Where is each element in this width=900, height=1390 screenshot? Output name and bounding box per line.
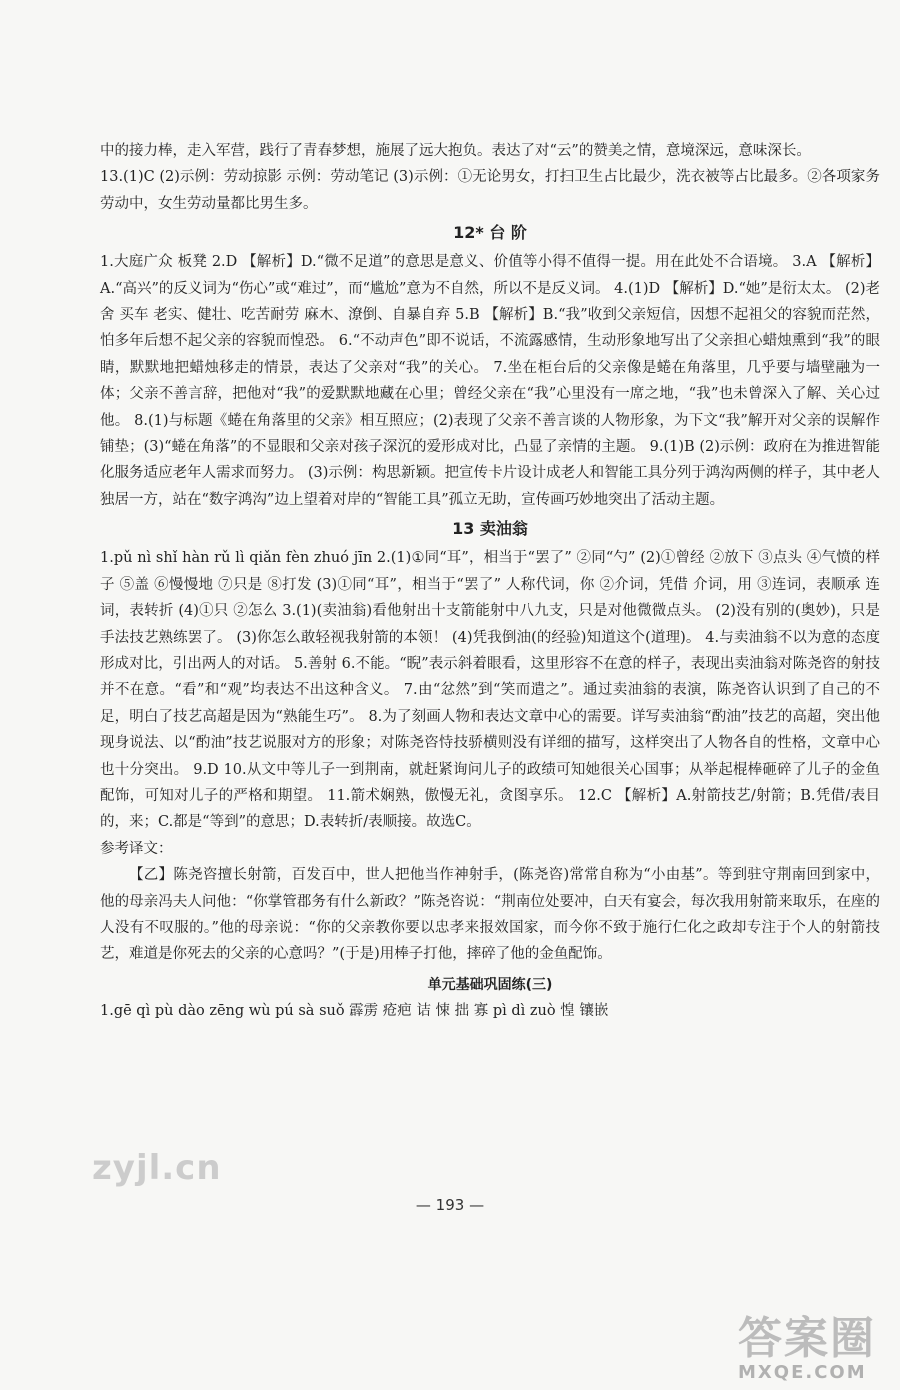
translation-label: 参考译文： <box>100 840 173 857</box>
section-heading-13: 13 卖油翁 <box>452 519 528 539</box>
watermark-right <box>738 1302 876 1383</box>
answer-page <box>100 138 880 1024</box>
page-number: — 193 — <box>415 1196 485 1214</box>
watermark-url: MXQE.COM <box>738 1362 867 1383</box>
unit-review-heading: 单元基础巩固练(三) <box>427 976 553 993</box>
watermark-seal: 答案圈 <box>738 1313 876 1364</box>
section-heading-12: 12* 台 阶 <box>453 223 527 243</box>
unit-review-answers: 1.gē qì pù dào zēng wù pú sà suǒ 霹雳 疮疤 诘 悚 拙 寡 pì dì zuò 惶 镶嵌 <box>100 1002 609 1019</box>
answers-section-12: 1.大庭广众 板凳 2.D 【解析】D.“微不足道”的意思是意义、价值等小得不值得一提。用在此处不合语境。 3.A 【解析】A.“高兴”的反义词为“伤心”或“难过”，而“尴尬”意为不自然，所以不是反义词。 4.(1)D 【解析】D.“她”是衍太太。 (2)老舍 买车 老实、健壮、吃苦耐劳 麻木、潦倒、自暴自弃 5.B 【解析】B.“我”收到父亲短信，因想不起祖父的容貌而茫然，怕多年后想不起父亲的容貌而惶恐。 6.“不动声色”即不说话，不流露感情，生动形象地写出了父亲担心蜡烛熏到“我”的眼睛，默默地把蜡烛移走的情景，表达了父亲对“我”的关心。 7.坐在柜台后的父亲像是蜷在角落里，几乎要与墙壁融为一体；父亲不善言辞，把他对“我”的爱默默地藏在心里；曾经父亲在“我”心里没有一席之地，“我”也未曾深入了解、关心过他。 8.(1)与标题《蜷在角落里的父亲》相互照应；(2)表现了父亲不善言谈的人物形象，为下文“我”解开对父亲的误解作铺垫；(3)“蜷在角落”的不显眼和父亲对孩子深沉的爱形成对比，凸显了亲情的主题。 9.(1)B (2)示例：政府在为推进智能化服务适应老年人需求而努力。 (3)示例：构思新颖。把宣传卡片设计成老人和智能工具分列于鸿沟两侧的样子，其中老人独居一方，站在“数字鸿沟”边上望着对岸的“智能工具”孤立无助，宣传画巧妙地突出了活动主题。 <box>100 254 880 508</box>
translation-text: 【乙】陈尧咨擅长射箭，百发百中，世人把他当作神射手，(陈尧咨)常常自称为“小由基”。等到驻守荆南回到家中，他的母亲冯夫人问他：“你掌管郡务有什么新政？”陈尧咨说：“荆南位处要冲，白天有宴会，每次我用射箭来取乐，在座的人没有不叹服的。”他的母亲说：“你的父亲教你要以忠孝来报效国家，而今你不致于施行仁化之政却专注于个人的射箭技艺，难道是你死去的父亲的心意吗？”(于是)用棒子打他，摔碎了他的金鱼配饰。 <box>100 867 880 963</box>
answers-section-13: 1.pǔ nì shǐ hàn rǔ lì qiǎn fèn zhuó jīn 2.(1)①同“耳”，相当于“罢了” ②同“勺” (2)①曾经 ②放下 ③点头 ④气愤的样子 ⑤盖 ⑥慢慢地 ⑦只是 ⑧打发 (3)①同“耳”，相当于“罢了” 人称代词，你 ②介词，凭借 介词，用 ③连词，表顺承 连词，表转折 (4)①只 ②怎么 3.(1)(卖油翁)看他射出十支箭能射中八九支，只是对他微微点头。 (2)没有别的(奥妙)，只是手法技艺熟练罢了。 (3)你怎么敢轻视我射箭的本领！ (4)凭我倒油(的经验)知道这个(道理)。 4.与卖油翁不以为意的态度形成对比，引出两人的对话。 5.善射 6.不能。“睨”表示斜着眼看，这里形容不在意的样子，表现出卖油翁对陈尧咨的射技并不在意。“看”和“观”均表达不出这种含义。 7.由“忿然”到“笑而遣之”。通过卖油翁的表演，陈尧咨认识到了自己的不足，明白了技艺高超是因为“熟能生巧”。 8.为了刻画人物和表达文章中心的需要。详写卖油翁“酌油”技艺的高超，突出他现身说法、以“酌油”技艺说服对方的形象；对陈尧咨恃技骄横则没有详细的描写，这样突出了人物各自的性格，文章中心也十分突出。 9.D 10.从文中等儿子一到荆南，就赶紧询问儿子的政绩可知她很关心国事；从举起棍棒砸碎了儿子的金鱼配饰，可知对儿子的严格和期望。 11.箭术娴熟，傲慢无礼，贪图享乐。 12.C 【解析】A.射箭技艺/射箭；B.凭借/表目的，来；C.都是“等到”的意思；D.表转折/表顺接。故选C。 <box>100 550 880 831</box>
answer-13-previous: 13.(1)C (2)示例：劳动掠影 示例：劳动笔记 (3)示例：①无论男女，打扫卫生占比最少，洗衣被等占比最多。②各项家务劳动中，女生劳动量都比男生多。 <box>100 169 880 212</box>
watermark-left: zyjl.cn <box>92 1148 222 1188</box>
paragraph-intro: 中的接力棒，走入军营，践行了青春梦想，施展了远大抱负。表达了对“云”的赞美之情，意境深远，意味深长。 <box>100 143 811 159</box>
